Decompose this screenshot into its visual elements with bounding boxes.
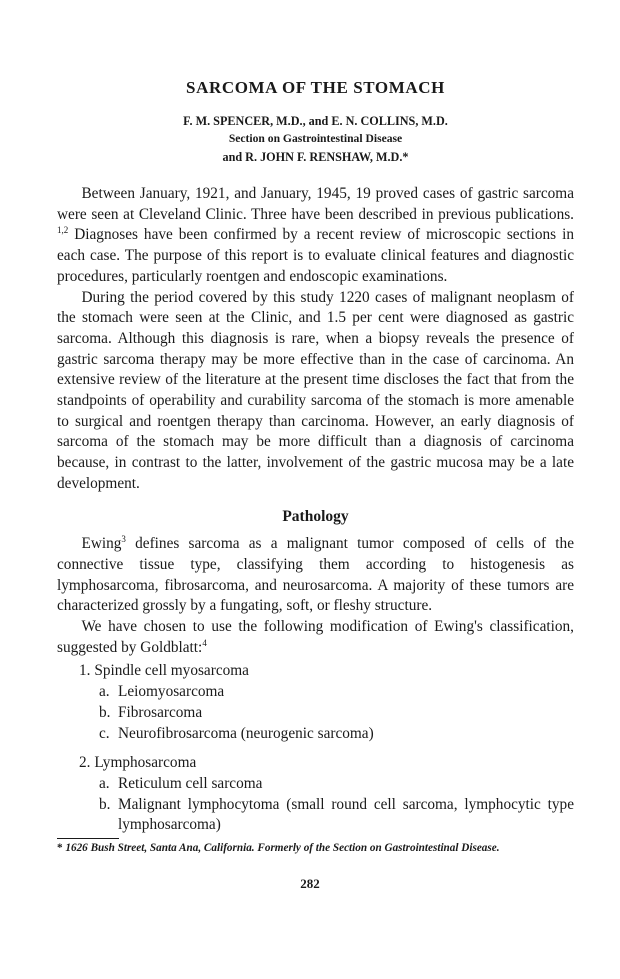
sub-item-text: Fibrosarcoma	[118, 703, 203, 721]
page-number: 282	[300, 876, 320, 891]
article-body	[57, 184, 574, 658]
sub-list-item	[99, 774, 574, 795]
footnote-text: 1626 Bush Street, Santa Ana, California. Formerly of the Section on Gastrointestinal Disease.	[65, 842, 500, 855]
sub-item-letter: b.	[99, 703, 111, 721]
pathology-p1-text-a: Ewing	[81, 535, 122, 553]
list-item	[79, 753, 574, 836]
list-item	[79, 661, 574, 744]
sub-item-letter: a.	[99, 774, 110, 792]
footnote	[57, 841, 574, 855]
author-affiliation: Section on Gastrointestinal Disease	[228, 132, 403, 145]
sub-item-text: Neurofibrosarcoma (neurogenic sarcoma)	[118, 724, 374, 742]
pathology-p1-text-b: defines sarcoma as a malignant tumor composed of cells of the connective tissue type, classifying them according to histogenesis as lymphosarcoma, fibrosarcoma, and neurosarcoma. A majority of these tumors are characterized grossly by a fungating, soft, or fleshy structure.	[57, 535, 574, 615]
sub-item-text: Reticulum cell sarcoma	[118, 774, 263, 792]
list-item-number: 1.	[79, 662, 91, 680]
classification-list	[57, 661, 574, 836]
sub-list-item	[99, 682, 574, 703]
author-block	[57, 112, 574, 166]
section-heading-pathology: Pathology	[282, 507, 349, 525]
article-page	[57, 78, 574, 855]
list-item-label: Spindle cell myosarcoma	[94, 662, 249, 680]
list-item-number: 2.	[79, 754, 91, 772]
intro-p1-text-a: Between January, 1921, and January, 1945, 19 proved cases of gastric sarcoma were seen at Cleveland Clinic. Three have been described in previous publications.	[57, 185, 574, 223]
author-line-1: F. M. SPENCER, M.D., and E. N. COLLINS, M.D.	[183, 114, 448, 128]
footnote-mark: *	[57, 842, 63, 855]
citation-3: 3	[121, 534, 126, 545]
author-line-3: and R. JOHN F. RENSHAW, M.D.*	[222, 150, 409, 164]
pathology-paragraph-1	[57, 534, 574, 617]
sub-item-letter: b.	[99, 795, 111, 813]
intro-paragraph-1	[57, 184, 574, 288]
sub-list-item	[99, 703, 574, 724]
sub-list	[99, 682, 574, 744]
pathology-paragraph-2	[57, 617, 574, 658]
sub-item-letter: c.	[99, 724, 110, 742]
pathology-p2-text: We have chosen to use the following modification of Ewing's classification, suggested by Goldblatt:	[57, 618, 574, 656]
intro-p1-text-b: Diagnoses have been confirmed by a recent review of microscopic sections in each case. The purpose of this report is to evaluate clinical features and diagnostic procedures, particularly roentgen and endoscopic examinations.	[57, 226, 574, 285]
footnote-divider	[57, 838, 119, 839]
sub-list-item	[99, 795, 574, 836]
citation-1-2: 1,2	[57, 225, 69, 236]
sub-item-text: Leiomyosarcoma	[118, 683, 225, 701]
sub-list-item	[99, 724, 574, 745]
article-title: SARCOMA OF THE STOMACH	[186, 78, 445, 97]
sub-item-text: Malignant lymphocytoma (small round cell sarcoma, lymphocytic type lymphosarcoma)	[118, 795, 574, 834]
sub-item-letter: a.	[99, 683, 110, 701]
sub-list	[99, 774, 574, 836]
list-item-label: Lymphosarcoma	[94, 754, 197, 772]
intro-paragraph-2: During the period covered by this study 1220 cases of malignant neoplasm of the stomach were seen at the Clinic, and 1.5 per cent were diagnosed as gastric sarcoma. Although this diagnosis is rare, when a biopsy reveals the presence of gastric sarcoma therapy may be more effective than in the case of carcinoma. An extensive review of the literature at the present time discloses the fact that from the standpoints of operability and curability sarcoma of the stomach is more amenable to surgical and roentgen therapy than carcinoma. However, an early diagnosis of sarcoma of the stomach may be more difficult than a diagnosis of carcinoma because, in contrast to the latter, involvement of the gastric mucosa may be a late development.	[57, 288, 574, 492]
citation-4: 4	[202, 637, 207, 648]
